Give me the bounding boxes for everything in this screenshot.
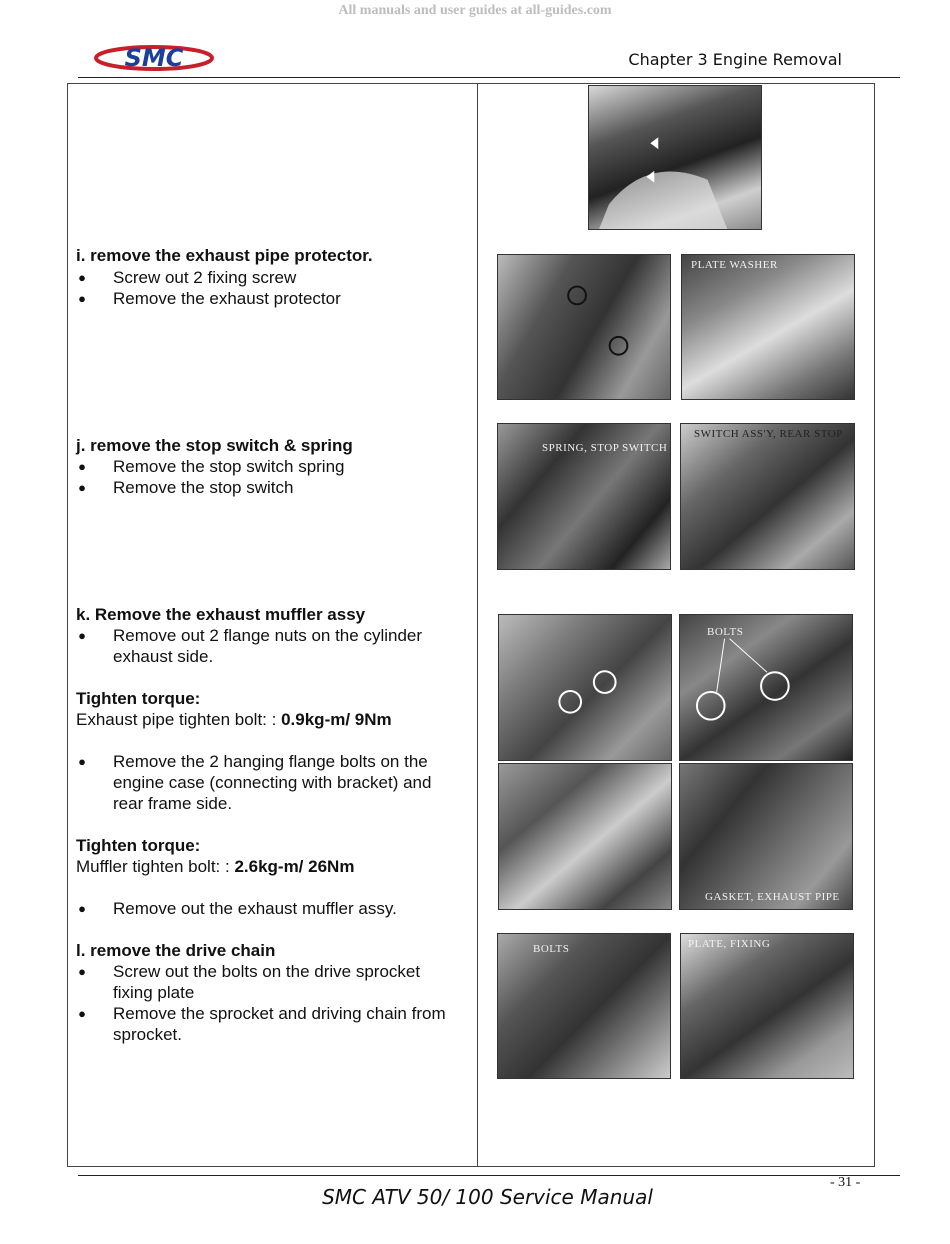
label-plate-washer: PLATE WASHER: [691, 259, 778, 271]
torque-1-title: Tighten torque:: [76, 689, 201, 708]
step-j-heading: j. remove the stop switch & spring: [76, 436, 353, 455]
photo-hand-removing-part: [588, 85, 762, 230]
chapter-title: Chapter 3 Engine Removal: [628, 50, 842, 69]
bullet-icon: ●: [78, 270, 86, 285]
torque-1-value: 0.9kg-m/ 9Nm: [281, 710, 392, 729]
bullet-icon: ●: [78, 291, 86, 306]
photo-exhaust-protector: [497, 254, 671, 400]
bullet-icon: ●: [78, 459, 86, 474]
label-gasket: GASKET, EXHAUST PIPE: [705, 891, 840, 903]
label-spring-stop-switch: SPRING, STOP SWITCH: [542, 442, 668, 454]
torque-2-title: Tighten torque:: [76, 836, 201, 855]
column-divider: [477, 83, 478, 1167]
photo-hanging-bolts: [498, 763, 672, 910]
torque-1-line: Exhaust pipe tighten bolt: : 0.9kg-m/ 9Nm: [76, 710, 392, 729]
photo-plate-washer: [681, 254, 855, 400]
bullet-icon: ●: [78, 628, 86, 643]
bullet-icon: ●: [78, 964, 86, 979]
step-l-heading: l. remove the drive chain: [76, 941, 276, 960]
bullet-icon: ●: [78, 901, 86, 916]
bullet-icon: ●: [78, 480, 86, 495]
photo-bolts-cylinder: [679, 614, 853, 761]
photo-sprocket-bolts: [497, 933, 671, 1079]
bullet-icon: ●: [78, 1006, 86, 1021]
logo-text: SMC: [124, 44, 184, 72]
watermark: All manuals and user guides at all-guides.com: [338, 3, 612, 18]
footer-title: SMC ATV 50/ 100 Service Manual: [322, 1185, 653, 1209]
step-k-heading: k. Remove the exhaust muffler assy: [76, 605, 366, 624]
label-bolts-1: BOLTS: [707, 626, 744, 638]
photo-switch-assy: [680, 423, 855, 570]
torque-2-value: 2.6kg-m/ 26Nm: [234, 857, 355, 876]
footer-rule: [78, 1175, 900, 1176]
header-rule: [78, 77, 900, 78]
photo-flange-nuts: [498, 614, 672, 761]
photo-stop-switch-spring: [497, 423, 671, 570]
label-bolts-2: BOLTS: [533, 943, 570, 955]
label-plate-fixing: PLATE, FIXING: [688, 938, 771, 950]
step-i-heading: i. remove the exhaust pipe protector.: [76, 246, 373, 265]
smc-logo: [92, 40, 217, 76]
photo-gasket-exhaust-pipe: [679, 763, 853, 910]
torque-2-line: Muffler tighten bolt: : 2.6kg-m/ 26Nm: [76, 857, 355, 876]
page-number: - 31 -: [830, 1175, 861, 1190]
bullet-icon: ●: [78, 754, 86, 769]
label-switch-assy: SWITCH ASS'Y, REAR STOP: [694, 428, 843, 440]
photo-plate-fixing: [680, 933, 854, 1079]
